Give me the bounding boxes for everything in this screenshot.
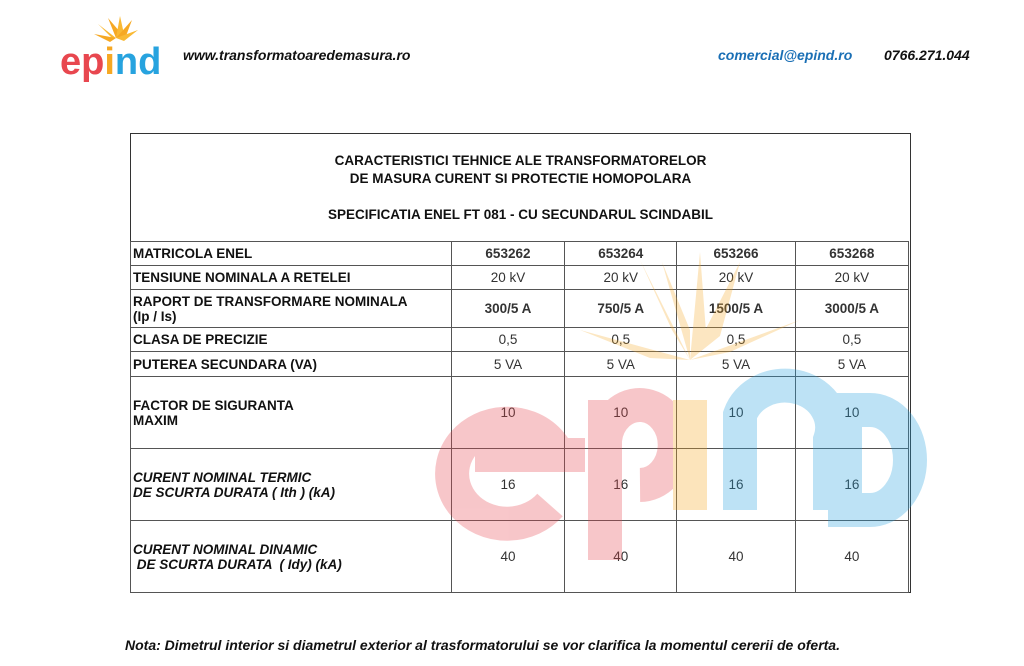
- cell: 653268: [795, 242, 908, 266]
- row-label-line-2: MAXIM: [133, 412, 178, 428]
- cell: 653262: [451, 242, 564, 266]
- cell: 20 kV: [451, 266, 564, 290]
- cell: 16: [451, 449, 564, 521]
- cell: 5 VA: [451, 352, 564, 377]
- cell: 5 VA: [565, 352, 677, 377]
- footer-note: Nota: Dimetrul interior si diametrul exterior al trasformatorului se vor clarifica la momentul cererii de oferta.: [125, 637, 840, 653]
- table-row: [131, 449, 909, 521]
- cell: 750/5 A: [565, 290, 677, 328]
- cell: 0,5: [565, 328, 677, 352]
- cell: 20 kV: [795, 266, 908, 290]
- cell: 40: [565, 521, 677, 593]
- logo-letter: d: [138, 41, 162, 83]
- cell: 16: [795, 449, 908, 521]
- spec-header: [131, 134, 910, 242]
- row-label-line-1: FACTOR DE SIGURANTA: [133, 397, 294, 413]
- row-label: TENSIUNE NOMINALA A RETELEI: [131, 266, 452, 290]
- table-row: [131, 266, 909, 290]
- table-row: [131, 242, 909, 266]
- cell: 653266: [677, 242, 795, 266]
- logo-letter: e: [60, 41, 82, 83]
- cell: 20 kV: [565, 266, 677, 290]
- row-label: MATRICOLA ENEL: [131, 242, 452, 266]
- table-row: [131, 377, 909, 449]
- row-label-line-2: DE SCURTA DURATA ( Idy) (kA): [133, 556, 342, 572]
- sun-rays-icon: [94, 16, 138, 42]
- cell: 1500/5 A: [677, 290, 795, 328]
- cell: 5 VA: [795, 352, 908, 377]
- cell: 0,5: [795, 328, 908, 352]
- cell: 16: [565, 449, 677, 521]
- logo-text: [60, 41, 161, 83]
- title-line-2: DE MASURA CURENT SI PROTECTIE HOMOPOLARA: [349, 171, 692, 186]
- cell: 10: [451, 377, 564, 449]
- cell: 10: [795, 377, 908, 449]
- row-label-line-2: (Ip / Is): [133, 308, 177, 324]
- row-label: PUTEREA SECUNDARA (VA): [131, 352, 452, 377]
- row-label-line-1: CURENT NOMINAL DINAMIC: [133, 541, 318, 557]
- spec-subtitle: SPECIFICATIA ENEL FT 081 - CU SECUNDARUL SCINDABIL: [327, 207, 714, 222]
- website-link[interactable]: www.transformatoaredemasura.ro: [183, 47, 411, 63]
- row-label: [131, 521, 452, 593]
- cell: 653264: [565, 242, 677, 266]
- phone-number: 0766.271.044: [884, 47, 970, 63]
- cell: 40: [451, 521, 564, 593]
- cell: 40: [795, 521, 908, 593]
- cell: 0,5: [451, 328, 564, 352]
- row-label-line-2: DE SCURTA DURATA ( Ith ) (kA): [133, 484, 335, 500]
- table-row: [131, 328, 909, 352]
- cell: 10: [565, 377, 677, 449]
- spec-table: [130, 241, 909, 593]
- cell: 20 kV: [677, 266, 795, 290]
- logo-letter: p: [81, 41, 105, 83]
- cell: 300/5 A: [451, 290, 564, 328]
- cell: 10: [677, 377, 795, 449]
- table-row: [131, 352, 909, 377]
- row-label: [131, 449, 452, 521]
- email-link[interactable]: comercial@epind.ro: [718, 47, 853, 63]
- table-row: [131, 521, 909, 593]
- cell: 0,5: [677, 328, 795, 352]
- cell: 5 VA: [677, 352, 795, 377]
- table-row: [131, 290, 909, 328]
- cell: 3000/5 A: [795, 290, 908, 328]
- row-label: CLASA DE PRECIZIE: [131, 328, 452, 352]
- row-label: [131, 290, 452, 328]
- cell: 40: [677, 521, 795, 593]
- logo-letter: n: [114, 41, 139, 83]
- row-label-line-1: RAPORT DE TRANSFORMARE NOMINALA: [133, 293, 408, 309]
- epind-logo: [58, 14, 170, 88]
- row-label-line-1: CURENT NOMINAL TERMIC: [133, 469, 312, 485]
- row-label: [131, 377, 452, 449]
- title-line-1: CARACTERISTICI TEHNICE ALE TRANSFORMATORELOR: [334, 153, 707, 168]
- logo-letter: i: [104, 41, 115, 83]
- spec-sheet: [130, 133, 911, 593]
- cell: 16: [677, 449, 795, 521]
